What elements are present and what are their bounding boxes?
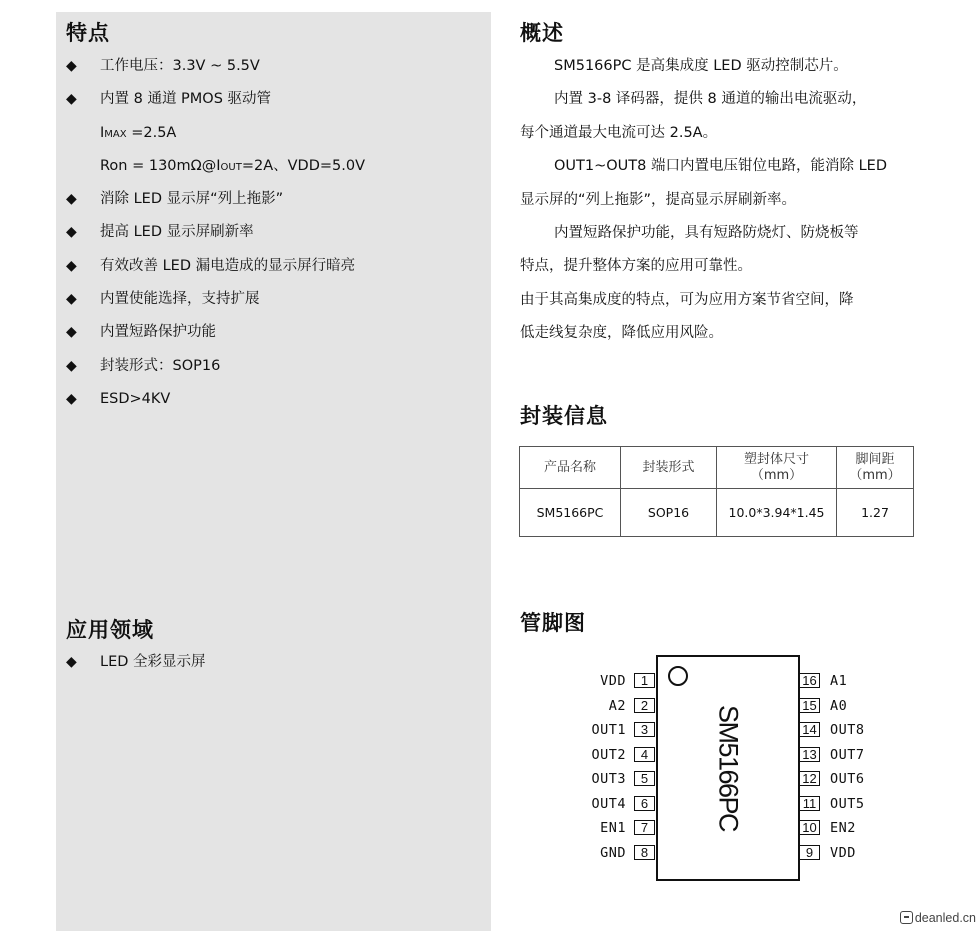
feature-item: ◆ 消除 LED 显示屏“列上拖影” <box>66 183 365 216</box>
diamond-bullet-icon: ◆ <box>66 91 77 108</box>
pin-label: OUT2 <box>591 747 626 763</box>
diamond-bullet-icon: ◆ <box>66 58 77 74</box>
pin-box: 14 <box>799 722 820 737</box>
pin-box: 7 <box>634 820 655 835</box>
pin-label: A2 <box>608 698 626 714</box>
pin-box: 6 <box>634 796 655 811</box>
pin1-notch-icon <box>668 666 688 686</box>
feature-sub-imax: IMAX =2.5A <box>100 124 177 141</box>
package-table <box>519 446 914 537</box>
table-header-cell: 塑封体尺寸 （mm） <box>717 447 837 489</box>
pin-label: OUT4 <box>591 796 626 812</box>
pin-label: VDD <box>830 845 856 861</box>
pin-box: 15 <box>799 698 820 713</box>
application-item: ◆ LED 全彩显示屏 <box>66 646 206 679</box>
pin-label: OUT1 <box>591 722 626 738</box>
feature-item: ◆ 内置 8 通道 PMOS 驱动管 <box>66 83 365 116</box>
pin-label: OUT6 <box>830 771 865 787</box>
table-cell: SM5166PC <box>520 489 621 537</box>
feature-item: ◆ 提高 LED 显示屏刷新率 <box>66 216 365 249</box>
diamond-bullet-icon: ◆ <box>66 257 77 274</box>
chip-name: SM5166PC <box>713 704 744 832</box>
watermark: deanled.cn <box>900 911 976 925</box>
pin-label: OUT8 <box>830 722 865 738</box>
applications-title: 应用领域 <box>66 618 154 642</box>
feature-item: ◆ 有效改善 LED 漏电造成的显示屏行暗亮 <box>66 250 365 283</box>
pin-box: 11 <box>799 796 820 811</box>
package-info-title: 封装信息 <box>520 404 608 428</box>
pin-box: 4 <box>634 747 655 762</box>
pin-box: 12 <box>799 771 820 786</box>
table-header-row <box>520 447 914 489</box>
pin-box: 10 <box>799 820 820 835</box>
feature-item: ◆ 封装形式：SOP16 <box>66 350 365 383</box>
table-cell: 10.0*3.94*1.45 <box>717 489 837 537</box>
pin-label: OUT5 <box>830 796 865 812</box>
diamond-bullet-icon: ◆ <box>66 654 77 670</box>
table-cell: 1.27 <box>837 489 914 537</box>
feature-sub-ron: Ron = 130mΩ@IOUT=2A、VDD=5.0V <box>100 157 366 174</box>
pin-label: OUT7 <box>830 747 865 763</box>
pin-label: A1 <box>830 673 848 689</box>
pin-box: 5 <box>634 771 655 786</box>
pinout-title: 管脚图 <box>520 611 586 635</box>
pin-label: VDD <box>600 673 626 689</box>
features-title: 特点 <box>66 21 110 45</box>
pin-box: 13 <box>799 747 820 762</box>
diamond-bullet-icon: ◆ <box>66 191 77 208</box>
pin-box: 3 <box>634 722 655 737</box>
feature-item: ◆ ESD>4KV <box>66 383 365 416</box>
diamond-bullet-icon: ◆ <box>66 324 77 341</box>
table-header-cell: 产品名称 <box>520 447 621 489</box>
overview-title: 概述 <box>520 21 564 45</box>
pin-box: 16 <box>799 673 820 688</box>
deanled-logo-icon <box>900 911 913 924</box>
pin-box: 9 <box>799 845 820 860</box>
feature-item: ◆ 工作电压：3.3V ~ 5.5V <box>66 50 365 83</box>
feature-item: ◆ 内置短路保护功能 <box>66 316 365 349</box>
diamond-bullet-icon: ◆ <box>66 390 77 407</box>
table-header-cell: 脚间距 （mm） <box>837 447 914 489</box>
pin-label: GND <box>600 845 626 861</box>
pin-box: 1 <box>634 673 655 688</box>
applications-list <box>66 646 206 679</box>
pin-label: EN2 <box>830 820 856 836</box>
chip-body <box>656 655 800 881</box>
features-list <box>66 50 365 416</box>
table-header-cell: 封装形式 <box>621 447 717 489</box>
diamond-bullet-icon: ◆ <box>66 291 77 308</box>
table-row <box>520 489 914 537</box>
table-cell: SOP16 <box>621 489 717 537</box>
pin-label: OUT3 <box>591 771 626 787</box>
pin-label: EN1 <box>600 820 626 836</box>
diamond-bullet-icon: ◆ <box>66 224 77 241</box>
pin-label: A0 <box>830 698 848 714</box>
overview-text: SM5166PC 是高集成度 LED 驱动控制芯片。 内置 3-8 译码器，提供 8 通道的输出电流驱动， 每个通道最大电流可达 2.5A。 OUT1~OUT8 端口内置电压钳位电路，能消除 LED 显示屏的“列上拖影”，提高显示屏刷新率。 内置短路保护功能，具有短路防烧灯、防烧板等 特点，提升整体方案的应用可靠性。 由于其高集成度的特点，可为应用方案节省空间，降 低走线复杂度，降低应用风险。 <box>520 58 887 342</box>
pin-box: 8 <box>634 845 655 860</box>
diamond-bullet-icon: ◆ <box>66 357 77 374</box>
pin-box: 2 <box>634 698 655 713</box>
feature-item: ◆ 内置使能选择，支持扩展 <box>66 283 365 316</box>
